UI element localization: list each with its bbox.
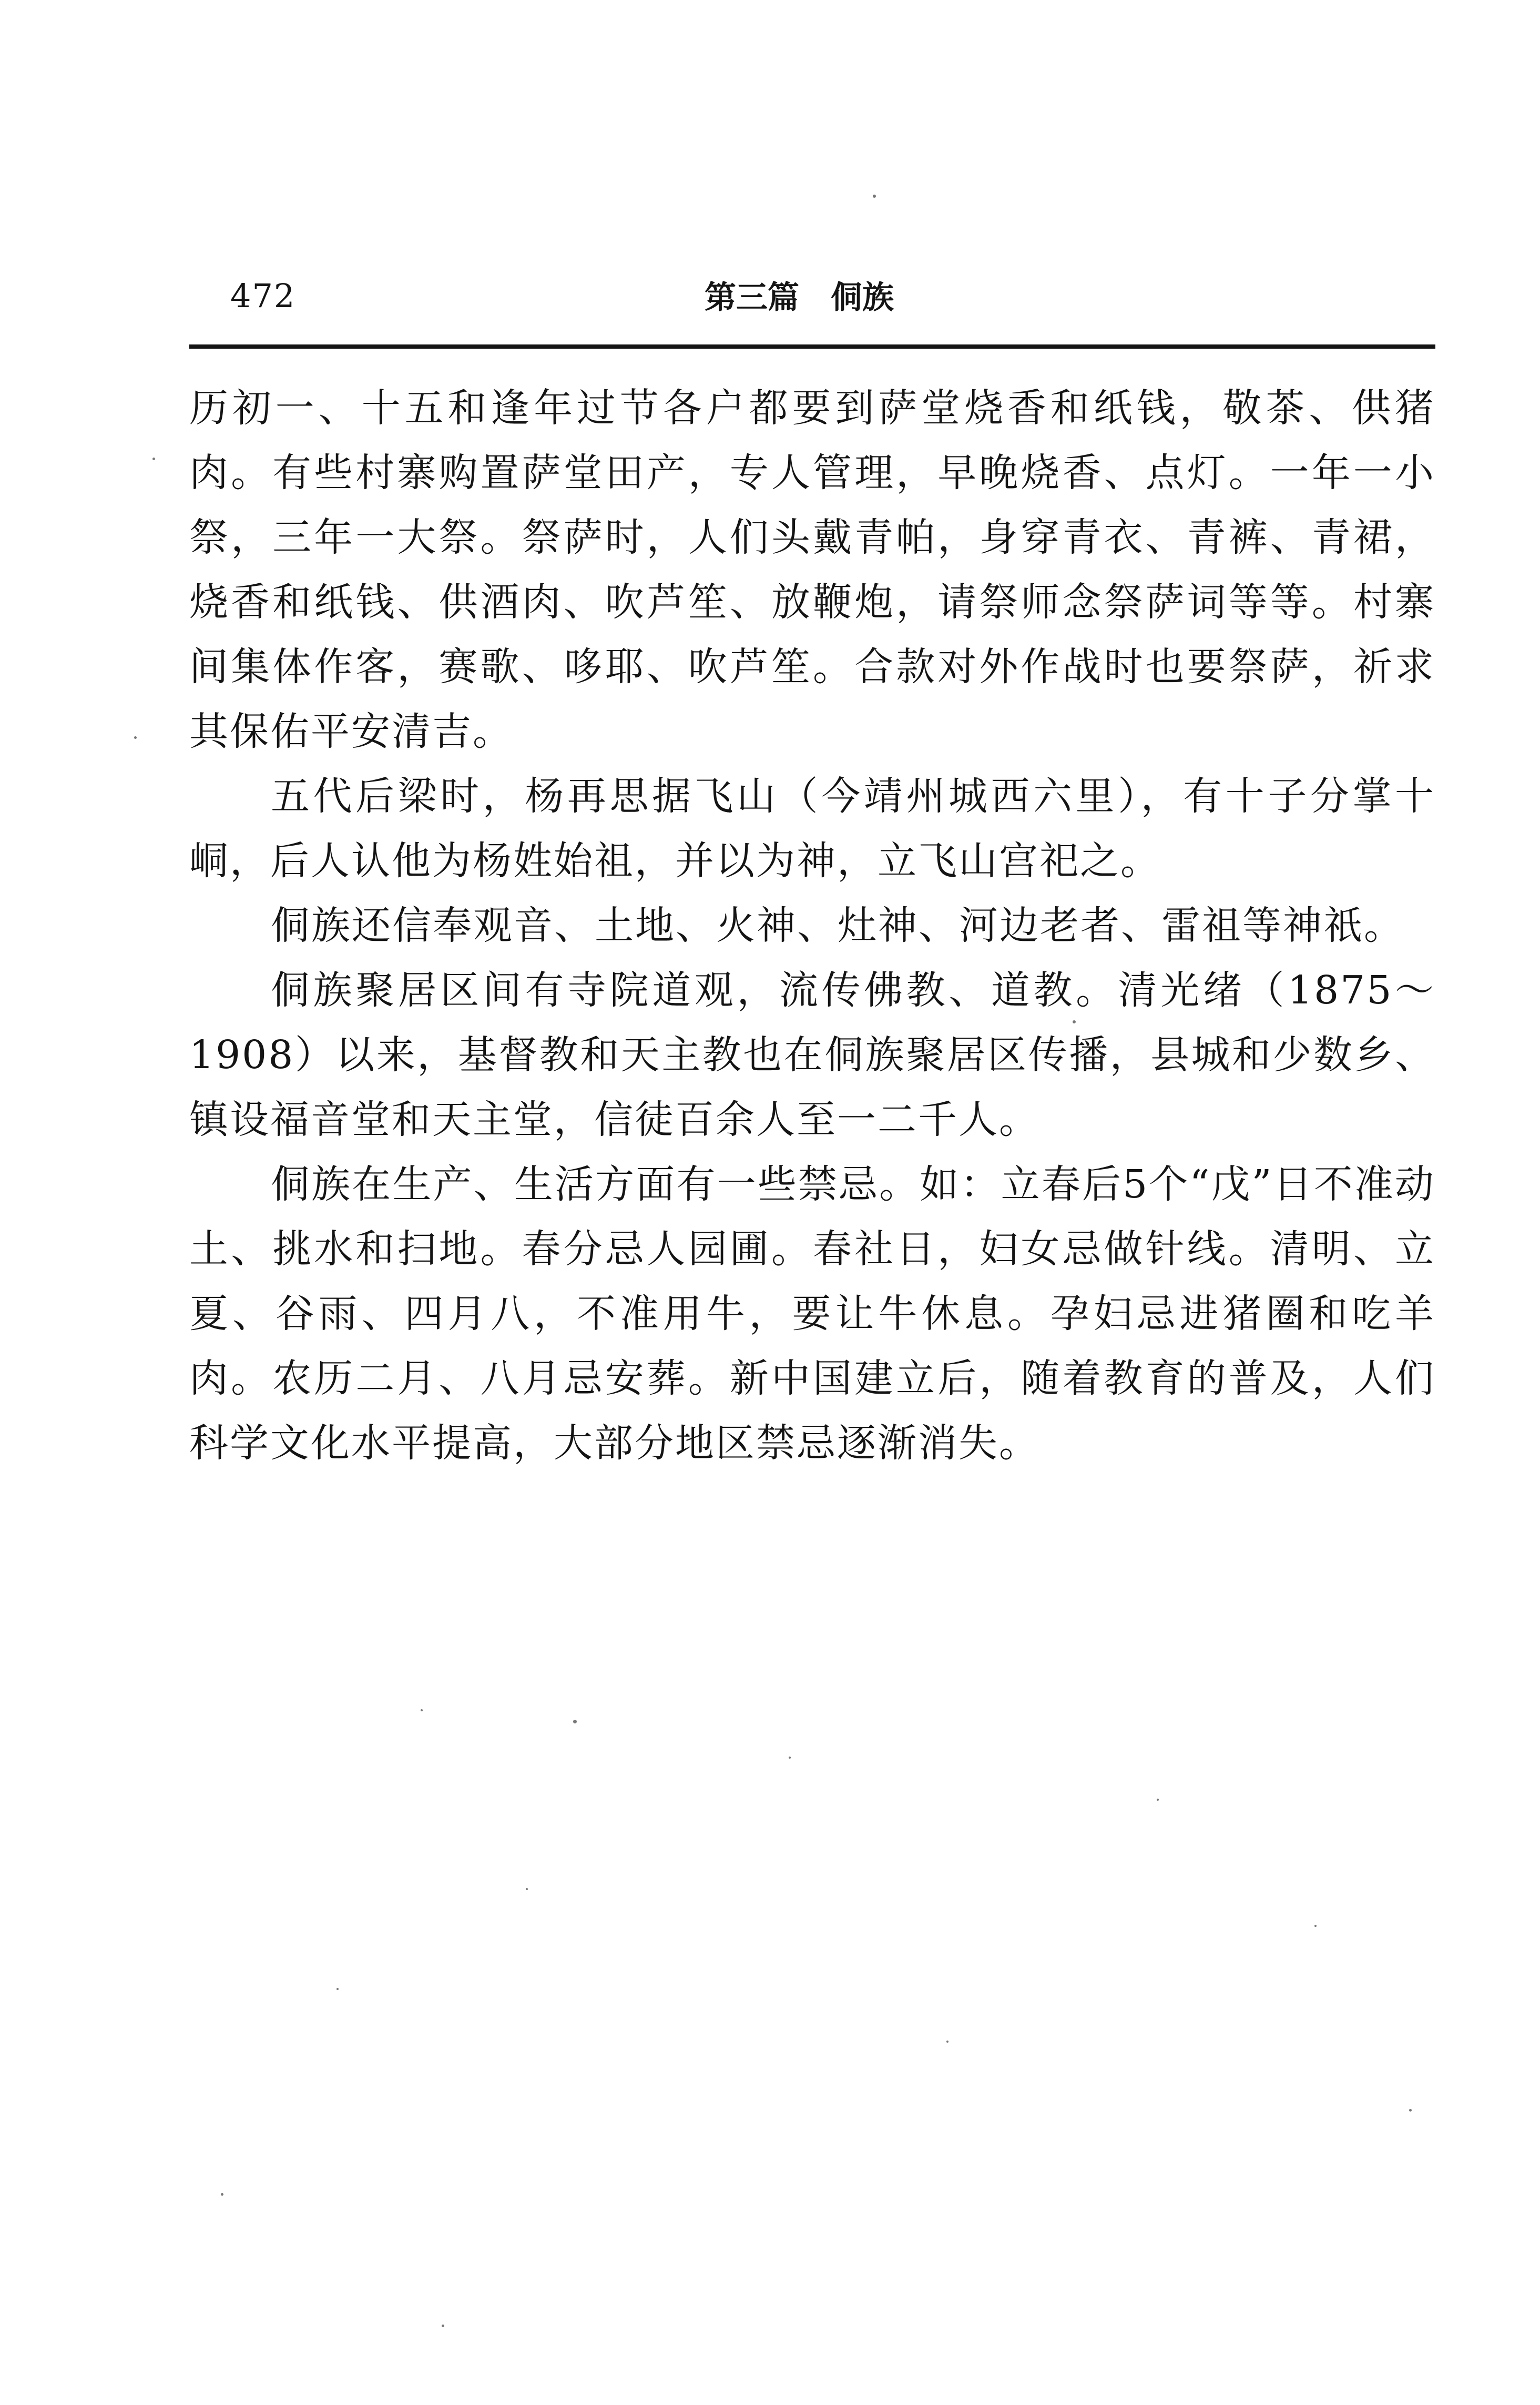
- paragraph: 侗族在生产、生活方面有一些禁忌。如：立春后5个“戊”日不准动土、挑水和扫地。春分忌人园圃。春社日，妇女忌做针线。清明、立夏、谷雨、四月八，不准用牛，要让牛休息。孕妇忌进猪圈和吃羊肉。农历二月、八月忌安葬。新中国建立后，随着教育的普及，人们科学文化水平提高，大部分地区禁忌逐渐消失。: [189, 1162, 1435, 1466]
- scan-speck: [873, 195, 876, 198]
- running-head: 第三篇 侗族: [705, 279, 894, 316]
- scan-speck: [1157, 1799, 1159, 1801]
- header-rule: [189, 344, 1435, 349]
- paragraph: 历初一、十五和逢年过节各户都要到萨堂烧香和纸钱，敬茶、供猪肉。有些村寨购置萨堂田产，专人管理，早晚烧香、点灯。一年一小祭，三年一大祭。祭萨时，人们头戴青帕，身穿青衣、青裤、青裙，烧香和纸钱、供酒肉、吹芦笙、放鞭炮，请祭师念祭萨词等等。村寨间集体作客，赛歌、哆耶、吹芦笙。合款对外作战时也要祭萨，祈求其保佑平安清吉。: [189, 385, 1435, 754]
- paragraph: 侗族还信奉观音、土地、火神、灶神、河边老者、雷祖等神祇。: [271, 903, 1404, 948]
- scan-speck: [221, 2193, 223, 2196]
- scan-speck: [152, 458, 155, 460]
- body-text: [189, 376, 1435, 1476]
- scan-speck: [1073, 1020, 1076, 1023]
- paragraph: 五代后梁时，杨再思据飞山（今靖州城西六里），有十子分掌十峒，后人认他为杨姓始祖，并以为神，立飞山宫祀之。: [189, 774, 1435, 884]
- scan-speck: [134, 736, 137, 739]
- scan-speck: [336, 1988, 339, 1990]
- paragraph: 侗族聚居区间有寺院道观，流传佛教、道教。清光绪（1875～1908）以来，基督教和天主教也在侗族聚居区传播，县城和少数乡、镇设福音堂和天主堂，信徒百余人至一二千人。: [189, 968, 1435, 1142]
- scan-speck: [946, 2041, 949, 2043]
- scan-speck: [789, 1757, 791, 1759]
- scan-speck: [526, 1888, 528, 1890]
- page-number: 472: [230, 277, 296, 315]
- scan-speck: [442, 2325, 444, 2327]
- scan-speck: [421, 1709, 423, 1711]
- scan-speck: [1314, 1925, 1317, 1927]
- scan-speck: [1409, 2109, 1412, 2112]
- scan-speck: [573, 1720, 577, 1723]
